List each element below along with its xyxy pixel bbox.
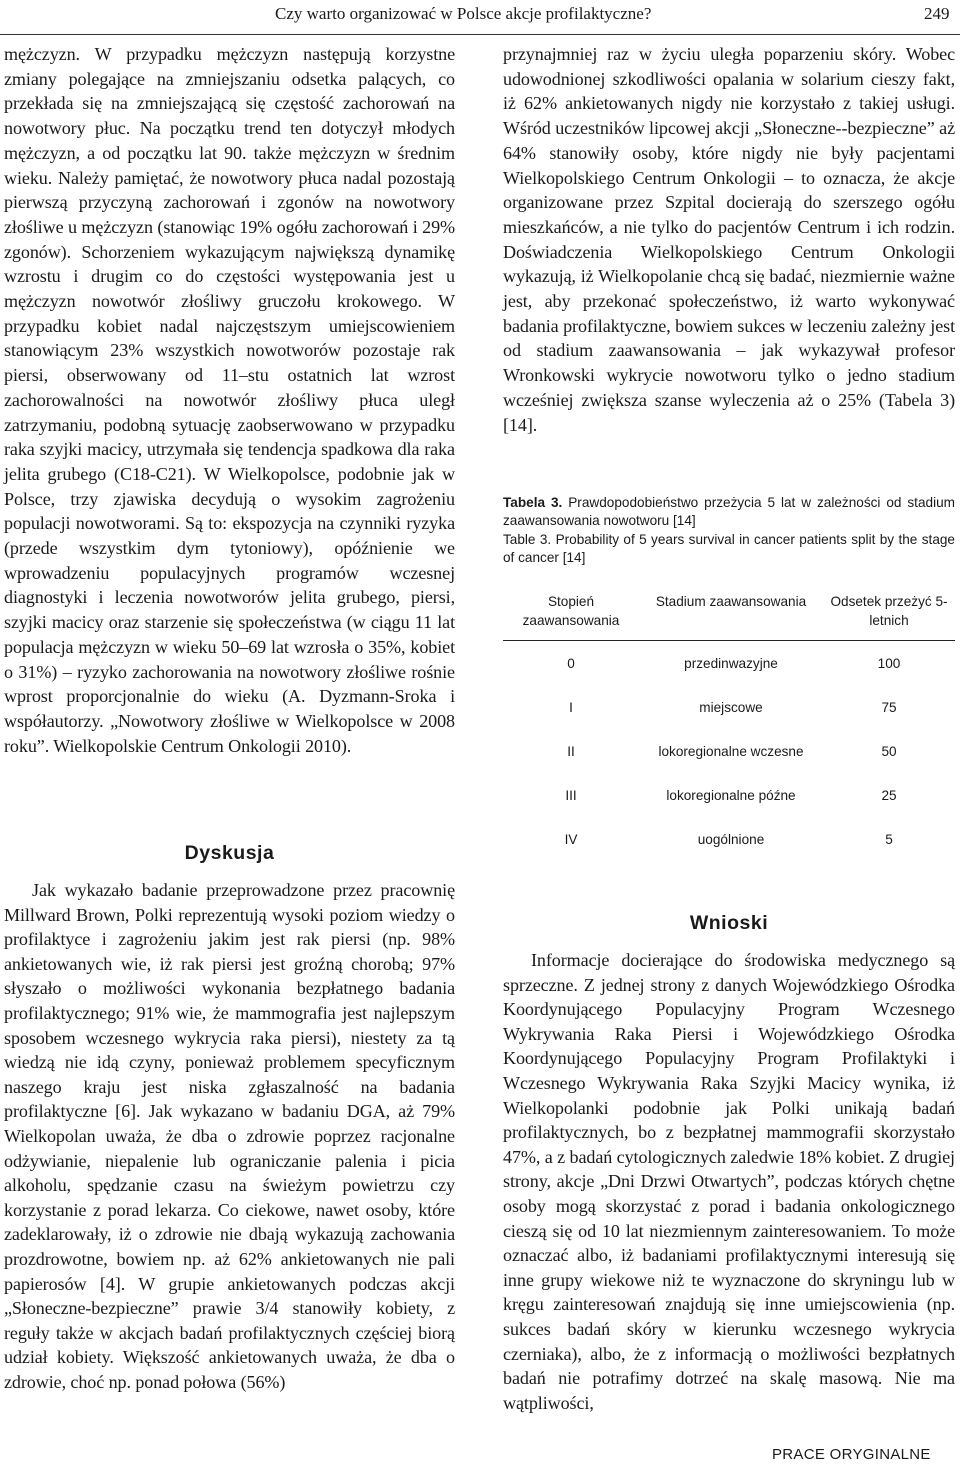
table-cell: I: [569, 699, 573, 715]
table-cell: 25: [881, 787, 897, 803]
discussion-heading: Dyskusja: [184, 842, 275, 864]
table-caption: [503, 494, 955, 566]
conclusions-section: [503, 948, 955, 1415]
right-paragraph: przynajmniej raz w życiu uległa poparzeniu skóry. Wobec udowodnionej szkodliwości opalania w solarium cieszy fakt, iż 62% ankietowanych nigdy nie korzystało z takiej usługi. Wśród uczestników lipcowej akcji „Słoneczne--bezpieczne” aż 64% stanowiły osoby, które nigdy nie były pacjentami Wielkopolskiego Centrum Onkologii – to oznacza, że akcje organizowane przez Szpital docierają do szerszego ogółu mieszkańców, a nie tylko do pacjentów Centrum i ich rodzin. Doświadczenia Wielkopolskiego Centrum Onkologii wykazują, iż Wielkopolanie chcą się badać, niezmiernie ważne jest, aby przekonać społeczeństwo, iż warto wykonywać badania profilaktyczne, bowiem sukces w leczeniu zależny jest od stadium zaawansowania – jak wykazywał profesor Wronkowski wykrycie nowotworu tylko o jedno stadium wcześniej zwiększa szanse wyleczenia aż o 25% (Tabela 3) [14].: [503, 44, 955, 435]
table-caption-pl-text: Prawdopodobieństwo przeżycia 5 lat w zależności od stadium zaawansowania nowotworu [14]: [503, 495, 955, 528]
table-cell: lokoregionalne późne: [666, 787, 796, 803]
table-row: [503, 685, 955, 729]
table-cell: uogólnione: [697, 831, 765, 847]
table-cell: 50: [881, 743, 897, 759]
table-cell: miejscowe: [699, 699, 763, 715]
discussion-section: [4, 878, 455, 1394]
left-column: [4, 42, 455, 758]
conclusions-paragraph: Informacje docierające do środowiska medycznego są sprzeczne. Z jednej strony z danych Wojewódzkiego Ośrodka Koordynującego Populacyjny Program Wczesnego Wykrywania Raka Piersi i Wojewódzkiego Ośrodka Koordynującego Populacyjny Program Profilaktyki i Wczesnego Wykrywania Raka Szyjki Macicy wynika, iż Wielkopolanki podobnie jak Polki unikają badań profilaktycznych, bo z bezpłatnej mammografii skorzystało 47%, a z badań cytologicznych zaledwie 18% kobiet. Z drugiej strony, akcje „Dni Drzwi Otwartych”, podczas których chętne osoby mogą skorzystać z porad i badania onkologicznego cieszą się od 10 lat niezmiennym zainteresowaniem. To może oznaczać albo, iż badaniami profilaktycznymi interesują się inne grupy wiekowe niż te wyznaczone do skryningu lub w kręgu zainteresowań znajdują się inne umiejscowienia (np. sukces badań skóry w kierunku wczesnego wykrycia czerniaka), albo, że z informacją o możliwości bezpłatnych badań nie potrafimy dotrzeć na skalę masową. Nie ma wątpliwości,: [503, 950, 955, 1413]
table-row: [503, 641, 955, 686]
table-cell: 5: [885, 831, 893, 847]
table-header-cell: Stadium zaawansowania: [639, 586, 823, 641]
right-column: [503, 42, 955, 437]
survival-table: [503, 586, 955, 861]
table-cell: IV: [564, 831, 578, 847]
running-title: Czy warto organizować w Polsce akcje profilaktyczne?: [275, 4, 652, 23]
table-cell: II: [567, 743, 575, 759]
running-header: [0, 0, 960, 35]
table-cell: 0: [567, 655, 575, 671]
table-caption-en: Table 3. Probability of 5 years survival in cancer patients split by the stage of cancer [14]: [503, 532, 955, 565]
table-header-cell: Stopień zaawansowania: [503, 586, 639, 641]
table-cell: 100: [877, 655, 901, 671]
page-number: 249: [924, 4, 950, 23]
table-row: [503, 773, 955, 817]
discussion-paragraph: Jak wykazało badanie przeprowadzone przez pracownię Millward Brown, Polki reprezentują wysoki poziom wiedzy o profilaktyce i zagrożeniu jakim jest rak piersi (np. 98% ankietowanych wie, iż rak piersi jest groźną chorobą; 97% słyszało o możliwości wykonania bezpłatnego badania profilaktycznego; 91% wie, że mammografia jest najlepszym sposobem wczesnego wykrycia raka piersi), niestety za tą wiedzą nie idą czyny, ponieważ problemem specyficznym naszego kraju jest niska zgłaszalność na badania profilaktyczne [6]. Jak wykazano w badaniu DGA, aż 79% Wielkopolan uważa, że dba o zdrowie poprzez racjonalne odżywianie, niepalenie lub ograniczanie palenia i picia alkoholu, spędzanie czasu na świeżym powietrzu czy korzystanie z porad lekarza. Co ciekowe, nawet osoby, które zadeklarowały, iż o zdrowie nie dbają wykazują zachowania prozdrowotne, bowiem np. aż 62% ankietowanych nie pali papierosów [4]. W grupie ankietowanych podczas akcji „Słoneczne-bezpieczne” prawie 3/4 stanowiły kobiety, z reguły także w akcjach badań profilaktycznych częściej biorą udział kobiety. Większość ankietowanych uważa, że dba o zdrowie, choć np. ponad połowa (56%): [4, 880, 455, 1392]
table-row: [503, 817, 955, 861]
left-paragraph: mężczyzn. W przypadku mężczyzn następują korzystne zmiany polegające na zmniejszaniu odsetka palących, co przekłada się na zmniejszającą się częstość zachorowań na nowotwory płuc. Na początku trend ten dotyczył młodych mężczyzn, a od początku lat 90. także mężczyzn w średnim wieku. Należy pamiętać, że nowotwory płuca nadal pozostają pierwszą przyczyną zachorowań i zgonów na nowotwory złośliwe u mężczyzn (stanowiąc 19% ogółu zachorowań i 29% zgonów). Schorzeniem wykazującym największą dynamikę wzrostu i drugim co do częstości występowania jest u mężczyzn nowotwór złośliwy gruczołu krokowego. W przypadku kobiet nadal najczęstszym umiejscowieniem stanowiącym 23% wszystkich nowotworów pozostaje rak piersi, obserwowany od 11–stu ostatnich lat wzrost zachorowalności na nowotwór złośliwy płuca uległ zatrzymaniu, podobną sytuację zaobserwowano w przypadku raka szyjki macicy, utrzymała się tendencja spadkowa dla raka jelita grubego (C18-C21). W Wielkopolsce, podobnie jak w Polsce, trzy zjawiska decydują o wysokim zagrożeniu populacji nowotworami. Są to: ekspozycja na czynniki ryzyka (przede wszystkim dym tytoniowy), opóźnienie we wprowadzeniu populacyjnych programów wczesnej diagnostyki i leczenia nowotworów jelita grubego, piersi, szyjki macicy oraz starzenie się społeczeństwa (w ciągu 11 lat populacja mężczyzn w wieku 50–69 lat wzrosła o 35%, kobiet o 31%) – ryzyko zachorowania na nowotwory złośliwe rośnie wprost proporcjonalnie do wieku (A. Dyzmann-Sroka i współautorzy. „Nowotwory złośliwe w Wielkopolsce w 2008 roku”. Wielkopolskie Centrum Onkologii 2010).: [4, 44, 455, 756]
table-cell: lokoregionalne wczesne: [658, 743, 804, 759]
table-cell: przedinwazyjne: [684, 655, 778, 671]
table-row: [503, 729, 955, 773]
conclusions-heading: Wnioski: [689, 912, 769, 934]
section-footer-label: PRACE ORYGINALNE: [772, 1446, 931, 1463]
table-header-cell: Odsetek przeżyć 5-letnich: [823, 586, 955, 641]
table-cell: 75: [881, 699, 897, 715]
table-cell: III: [565, 787, 577, 803]
table-caption-pl: [503, 494, 955, 529]
table-caption-label: Tabela 3.: [503, 495, 563, 510]
table-header-row: [503, 586, 955, 641]
